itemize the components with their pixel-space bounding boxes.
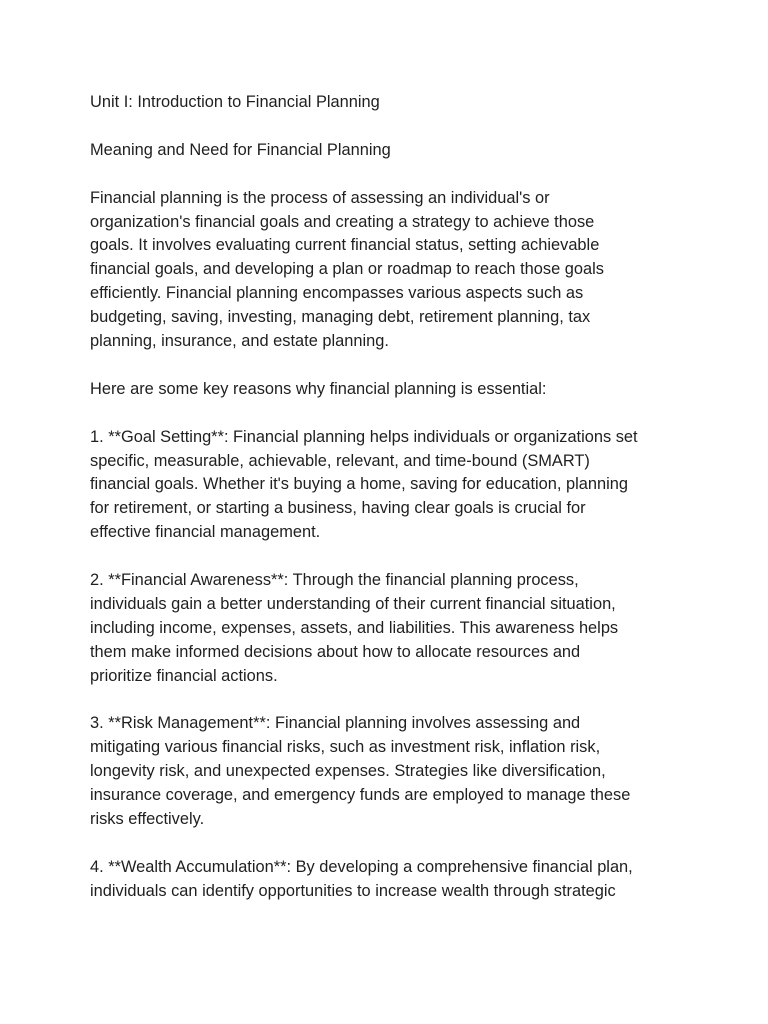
- point-financial-awareness: 2. **Financial Awareness**: Through the financial planning process, individuals gain a better understanding of their current financial situation, including income, expenses, assets, and liabilities. This awareness helps them make informed decisions about how to allocate resources and prioritize financial actions.: [90, 571, 619, 685]
- document-page: [90, 91, 690, 928]
- point-wealth-accumulation: 4. **Wealth Accumulation**: By developing a comprehensive financial plan, individuals can identify opportunities to increase wealth through strategic: [90, 857, 633, 900]
- point-goal-setting: 1. **Goal Setting**: Financial planning helps individuals or organizations set specific, measurable, achievable, relevant, and time-bound (SMART) financial goals. Whether it's buying a home, saving for education, planning for retirement, or starting a business, having clear goals is crucial for effective financial management.: [90, 427, 638, 542]
- unit-title: Unit I: Introduction to Financial Planning: [90, 93, 380, 111]
- intro-paragraph: Financial planning is the process of assessing an individual's or organization's financial goals and creating a strategy to achieve those goals. It involves evaluating current financial status, setting achievable financial goals, and developing a plan or roadmap to reach those goals efficiently. Financial planning encompasses various aspects such as budgeting, saving, investing, managing debt, retirement planning, tax planning, insurance, and estate planning.: [90, 188, 604, 351]
- section-title: Meaning and Need for Financial Planning: [90, 140, 391, 159]
- lead-in-paragraph: Here are some key reasons why financial planning is essential:: [90, 379, 547, 398]
- point-risk-management: 3. **Risk Management**: Financial planning involves assessing and mitigating various financial risks, such as investment risk, inflation risk, longevity risk, and unexpected expenses. Strategies like diversification, insurance coverage, and emergency funds are employed to manage these risks effectively.: [90, 714, 631, 829]
